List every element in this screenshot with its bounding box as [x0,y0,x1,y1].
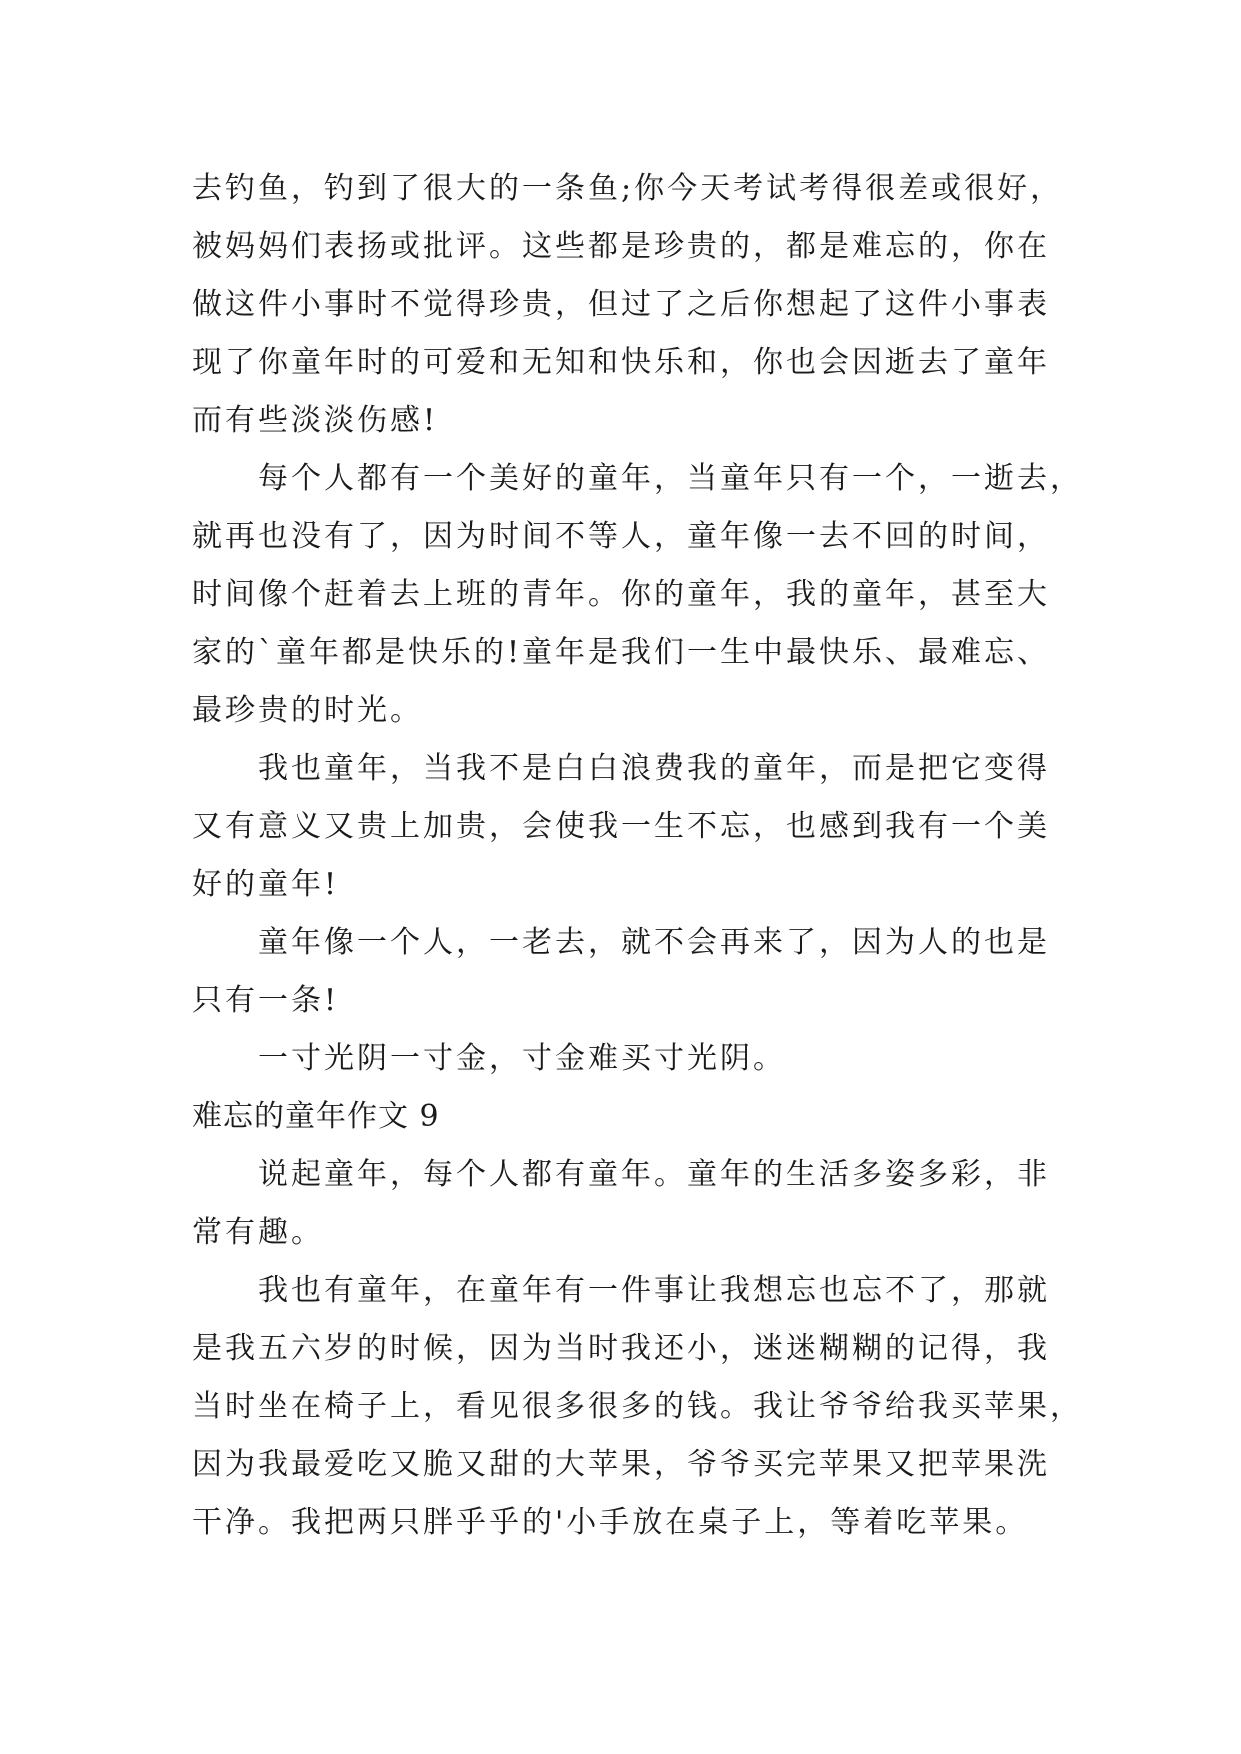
document-body [192,160,1092,1552]
text-line: 常有趣。 [192,1215,324,1250]
text-line: 现了你童年时的可爱和无知和快乐和，你也会因逝去了童年 [192,345,1050,380]
paragraph-start-line: 一寸光阴一寸金，寸金难买寸光阴。 [258,1041,786,1076]
text-line: 而有些淡淡伤感! [192,403,439,438]
text-line: 只有一条! [192,983,340,1018]
section-heading: 难忘的童年作文 9 [192,1099,440,1134]
paragraph-start-line: 我也有童年，在童年有一件事让我想忘也忘不了，那就 [258,1273,1050,1308]
paragraph-start-line: 说起童年，每个人都有童年。童年的生活多姿多彩，非 [258,1157,1050,1192]
text-line: 是我五六岁的时候，因为当时我还小，迷迷糊糊的记得，我 [192,1331,1050,1366]
text-line: 因为我最爱吃又脆又甜的大苹果，爷爷买完苹果又把苹果洗 [192,1447,1050,1482]
paragraph-start-line: 每个人都有一个美好的童年，当童年只有一个，一逝去， [258,461,1083,496]
text-line: 又有意义又贵上加贵，会使我一生不忘，也感到我有一个美 [192,809,1050,844]
text-line: 就再也没有了，因为时间不等人，童年像一去不回的时间， [192,519,1050,554]
text-line: 当时坐在椅子上，看见很多很多的钱。我让爷爷给我买苹果， [192,1389,1083,1424]
text-line: 时间像个赶着去上班的青年。你的童年，我的童年，甚至大 [192,577,1050,612]
text-line: 干净。我把两只胖乎乎的'小手放在桌子上，等着吃苹果。 [192,1505,1029,1540]
text-line: 家的`童年都是快乐的!童年是我们一生中最快乐、最难忘、 [192,635,1051,670]
text-line: 被妈妈们表扬或批评。这些都是珍贵的，都是难忘的，你在 [192,229,1050,264]
text-line: 做这件小事时不觉得珍贵，但过了之后你想起了这件小事表 [192,287,1050,322]
paragraph-start-line: 我也童年，当我不是白白浪费我的童年，而是把它变得 [258,751,1050,786]
text-line: 最珍贵的时光。 [192,693,423,728]
text-line: 好的童年! [192,867,340,902]
paragraph-start-line: 童年像一个人，一老去，就不会再来了，因为人的也是 [258,925,1050,960]
text-line: 去钓鱼，钓到了很大的一条鱼;你今天考试考得很差或很好， [192,171,1064,206]
